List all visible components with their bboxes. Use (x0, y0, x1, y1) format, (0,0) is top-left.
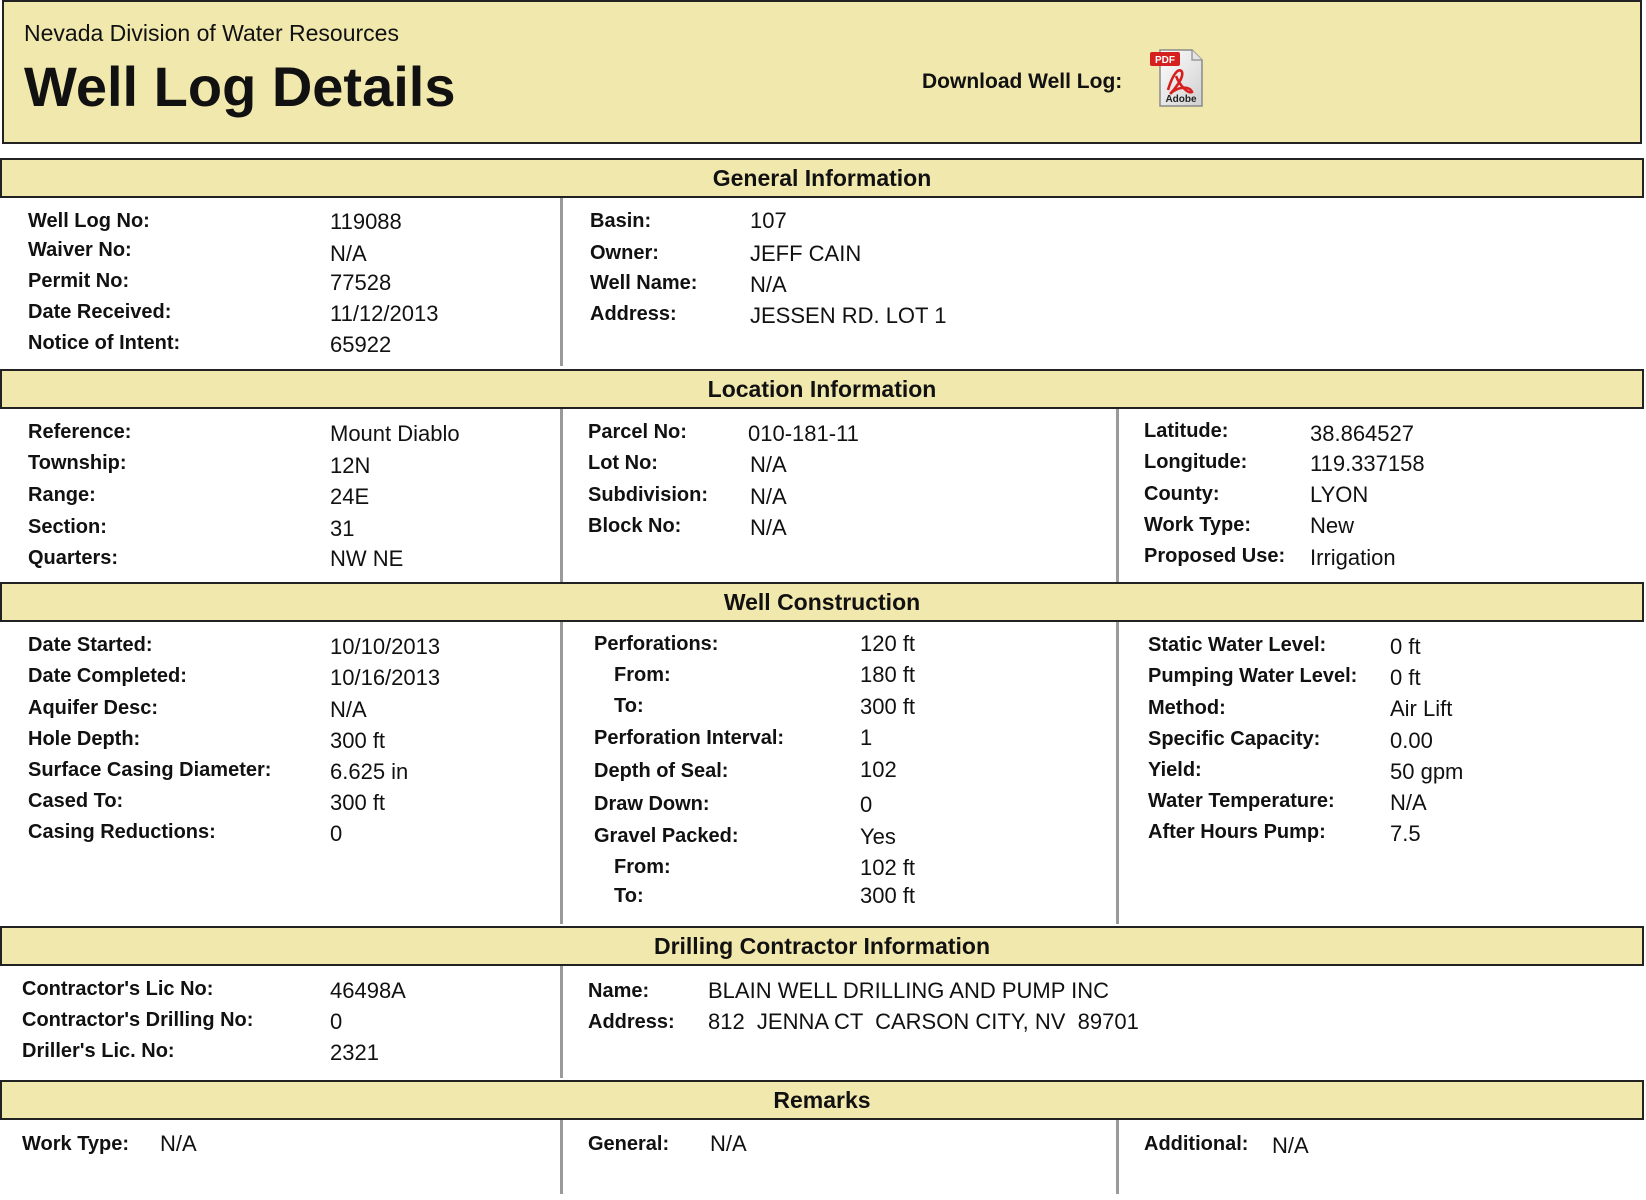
pdf-badge-text: PDF (1155, 55, 1175, 66)
field-value: 7.5 (1390, 821, 1421, 846)
field-value: Air Lift (1390, 696, 1453, 721)
field-label: Well Name: (590, 272, 698, 294)
field-value: 102 (860, 757, 897, 782)
field-value: 0.00 (1390, 728, 1433, 753)
field-value: 812 JENNA CT CARSON CITY, NV 89701 (708, 1009, 1139, 1034)
field-label: Lot No: (588, 452, 658, 474)
field-label: Contractor's Lic No: (22, 978, 214, 1000)
section-remarks: Remarks (0, 1080, 1644, 1120)
field-value: 300 ft (330, 790, 386, 815)
field-value: N/A (710, 1131, 747, 1156)
section-drilling-contractor: Drilling Contractor Information (0, 926, 1644, 966)
field-value: 24E (330, 484, 370, 509)
field-value: 46498A (330, 978, 406, 1003)
field-label: Proposed Use: (1144, 545, 1286, 567)
field-value: N/A (750, 452, 787, 477)
field-value: 31 (330, 516, 355, 541)
field-label: Specific Capacity: (1148, 728, 1321, 750)
column-divider (1116, 1120, 1119, 1194)
field-label: Address: (590, 303, 677, 325)
field-label: Section: (28, 516, 107, 538)
field-value: Mount Diablo (330, 421, 460, 446)
column-divider (560, 1120, 563, 1194)
field-value: LYON (1310, 482, 1369, 507)
field-label: Perforations: (594, 633, 719, 655)
org-name: Nevada Division of Water Resources (24, 20, 399, 46)
field-value: 300 ft (860, 883, 916, 908)
field-label: Date Received: (28, 301, 172, 323)
field-value: 120 ft (860, 631, 916, 656)
field-label: From: (614, 664, 671, 686)
field-label: Perforation Interval: (594, 727, 785, 749)
field-label: Gravel Packed: (594, 825, 739, 847)
pdf-download-icon[interactable] (1146, 46, 1208, 110)
field-value: New (1310, 513, 1355, 538)
field-value: JESSEN RD. LOT 1 (750, 303, 947, 328)
field-label: Well Log No: (28, 210, 150, 232)
field-label: Additional: (1144, 1133, 1249, 1155)
column-divider (560, 622, 563, 924)
field-label: Pumping Water Level: (1148, 665, 1358, 687)
field-label: Work Type: (22, 1133, 130, 1155)
field-label: Water Temperature: (1148, 790, 1335, 812)
column-divider (560, 966, 563, 1078)
field-value: 119.337158 (1310, 451, 1425, 476)
field-value: NW NE (330, 546, 404, 571)
field-value: 107 (750, 208, 787, 233)
field-label: Permit No: (28, 270, 130, 292)
field-value: 38.864527 (1310, 421, 1414, 446)
field-label: Cased To: (28, 790, 124, 812)
field-label: Quarters: (28, 547, 119, 569)
field-label: Yield: (1148, 759, 1202, 781)
column-divider (560, 198, 563, 366)
field-label: Owner: (590, 242, 659, 264)
field-value: 1 (860, 725, 873, 750)
field-label: Driller's Lic. No: (22, 1040, 175, 1062)
field-value: 300 ft (330, 728, 386, 753)
field-label: Method: (1148, 697, 1226, 719)
field-label: Surface Casing Diameter: (28, 759, 272, 781)
field-label: After Hours Pump: (1148, 821, 1326, 843)
field-label: To: (614, 695, 644, 717)
field-label: Waiver No: (28, 239, 132, 261)
field-value: 0 (860, 792, 873, 817)
field-label: Notice of Intent: (28, 332, 181, 354)
section-well-construction: Well Construction (0, 582, 1644, 622)
column-divider (560, 409, 563, 583)
field-value: Irrigation (1310, 545, 1396, 570)
field-value: 102 ft (860, 855, 916, 880)
field-label: County: (1144, 483, 1220, 505)
field-label: Hole Depth: (28, 728, 141, 750)
field-label: Subdivision: (588, 484, 708, 506)
section-general-information: General Information (0, 158, 1644, 198)
field-value: 2321 (330, 1040, 379, 1065)
field-label: Township: (28, 452, 127, 474)
page-title: Well Log Details (24, 55, 456, 118)
field-value: 0 (330, 821, 343, 846)
field-value: 0 ft (1390, 634, 1421, 659)
field-value: N/A (330, 241, 367, 266)
field-value: N/A (750, 272, 787, 297)
field-value: 10/16/2013 (330, 665, 441, 690)
field-value: 300 ft (860, 694, 916, 719)
field-value: 6.625 in (330, 759, 409, 784)
field-label: Casing Reductions: (28, 821, 216, 843)
field-label: General: (588, 1133, 670, 1155)
field-label: Date Completed: (28, 665, 187, 687)
field-value: 0 ft (1390, 665, 1421, 690)
field-value: 10/10/2013 (330, 634, 441, 659)
field-label: Draw Down: (594, 793, 710, 815)
adobe-text: Adobe (1165, 94, 1197, 105)
field-value: JEFF CAIN (750, 241, 862, 266)
page-header (2, 0, 1642, 144)
field-label: Address: (588, 1011, 675, 1033)
field-label: Contractor's Drilling No: (22, 1009, 254, 1031)
field-value: N/A (750, 484, 787, 509)
column-divider (1116, 409, 1119, 583)
field-value: N/A (1390, 790, 1427, 815)
field-value: 180 ft (860, 662, 916, 687)
field-value: 12N (330, 453, 371, 478)
download-well-log-label: Download Well Log: (922, 70, 1123, 93)
field-value: N/A (330, 697, 367, 722)
field-label: Reference: (28, 421, 132, 443)
field-label: Static Water Level: (1148, 634, 1327, 656)
field-label: Aquifer Desc: (28, 697, 159, 719)
column-divider (1116, 622, 1119, 924)
field-value: 0 (330, 1009, 343, 1034)
field-label: Name: (588, 980, 650, 1002)
field-label: Latitude: (1144, 420, 1229, 442)
field-label: Parcel No: (588, 421, 687, 443)
field-value: 65922 (330, 332, 392, 357)
field-label: From: (614, 856, 671, 878)
field-label: Range: (28, 484, 96, 506)
field-label: Date Started: (28, 634, 153, 656)
field-value: 77528 (330, 270, 392, 295)
field-label: Basin: (590, 210, 652, 232)
field-label: To: (614, 885, 644, 907)
field-value: BLAIN WELL DRILLING AND PUMP INC (708, 978, 1109, 1003)
field-label: Block No: (588, 515, 682, 537)
field-value: 11/12/2013 (330, 301, 439, 326)
field-value: 50 gpm (1390, 759, 1464, 784)
field-label: Depth of Seal: (594, 760, 729, 782)
field-value: N/A (750, 515, 787, 540)
field-value: N/A (1272, 1133, 1309, 1158)
field-value: Yes (860, 824, 896, 849)
field-value: 119088 (330, 209, 402, 234)
field-label: Work Type: (1144, 514, 1252, 536)
field-value: N/A (160, 1131, 197, 1156)
field-label: Longitude: (1144, 451, 1248, 473)
section-location-information: Location Information (0, 369, 1644, 409)
field-value: 010-181-11 (748, 421, 859, 446)
